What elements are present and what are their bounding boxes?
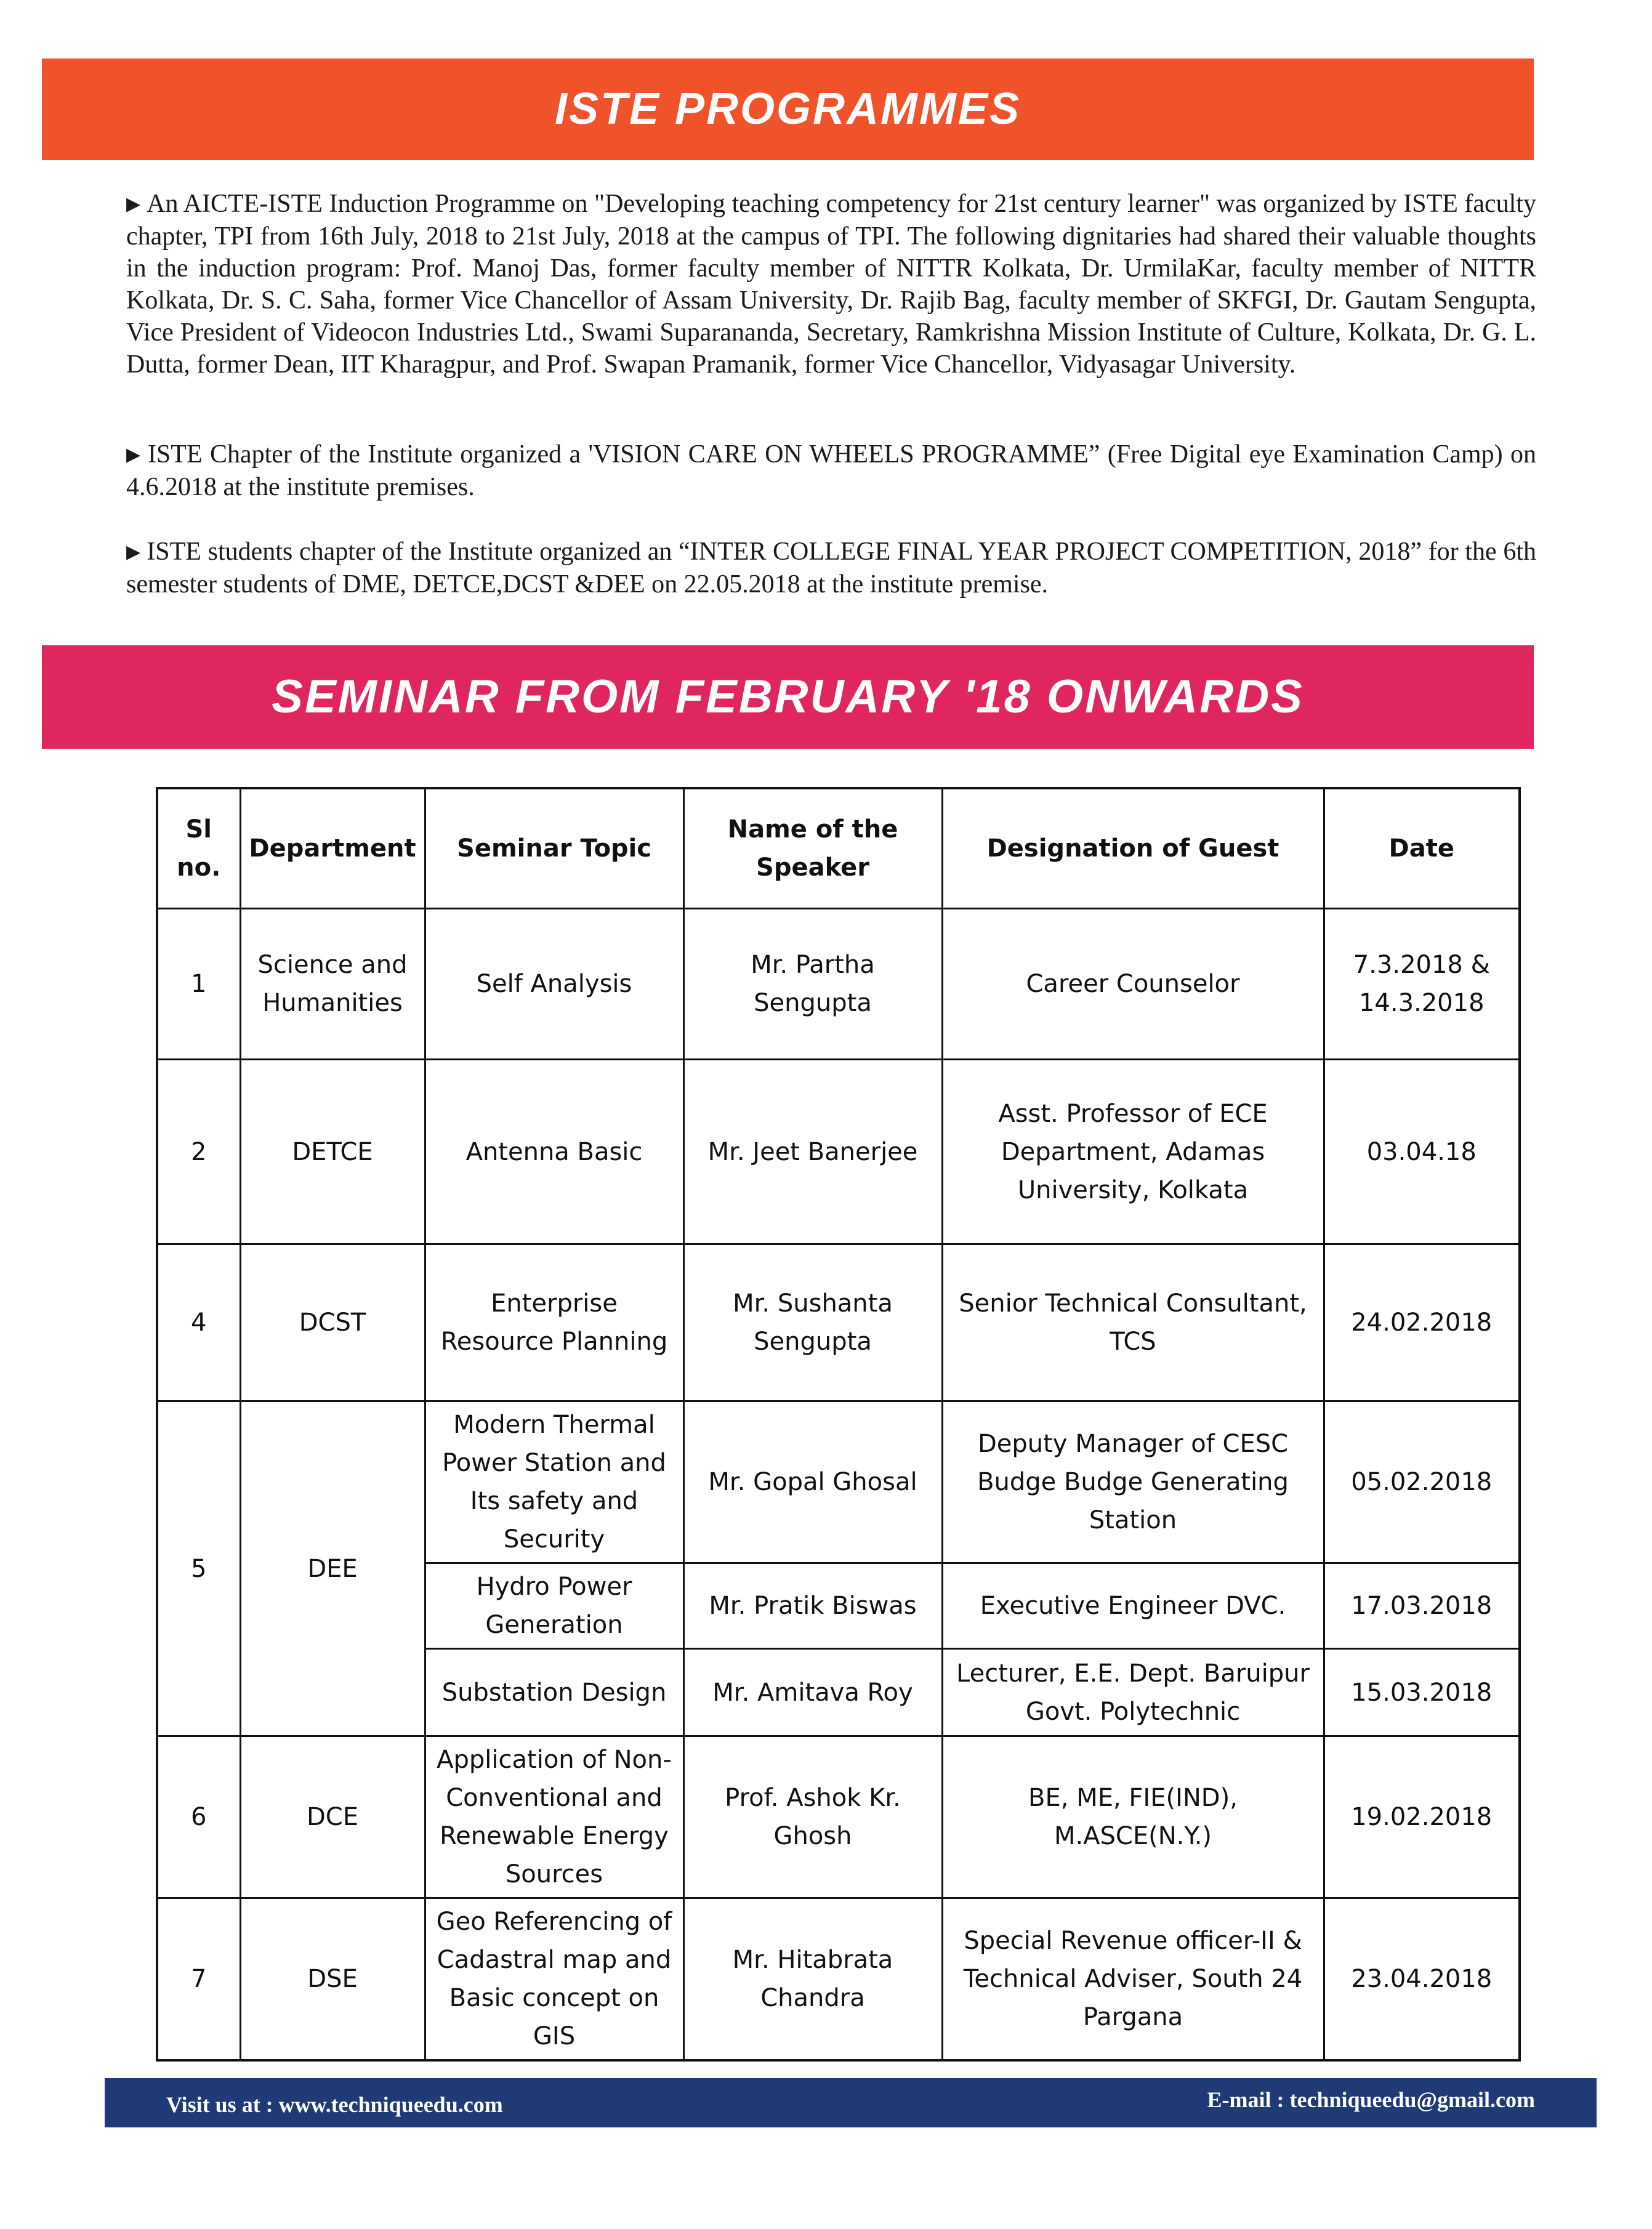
cell-topic: Modern Thermal Power Station and Its safety and Security bbox=[425, 1401, 683, 1563]
col-header-sl-no: Sl no. bbox=[157, 788, 240, 909]
cell-topic: Self Analysis bbox=[425, 909, 683, 1060]
iste-item-project-competition bbox=[126, 536, 1536, 600]
paragraph-text: ISTE students chapter of the Institute organized an “INTER COLLEGE FINAL YEAR PROJECT COMPETITION, 2018” for the 6th semester students of DME, DETCE,DCST &DEE on 22.05.2018 at the institute premise. bbox=[126, 538, 1537, 599]
cell-designation: BE, ME, FIE(IND), M.ASCE(N.Y.) bbox=[942, 1736, 1324, 1898]
table-row bbox=[157, 1244, 1520, 1401]
cell-date: 15.03.2018 bbox=[1324, 1649, 1520, 1736]
cell-department: DEE bbox=[240, 1401, 425, 1736]
iste-programmes-heading: ISTE PROGRAMMES bbox=[554, 84, 1021, 134]
cell-topic: Antenna Basic bbox=[425, 1060, 683, 1244]
table-header-row bbox=[157, 788, 1520, 909]
cell-topic: Substation Design bbox=[425, 1649, 683, 1736]
cell-designation: Lecturer, E.E. Dept. Baruipur Govt. Polytechnic bbox=[942, 1649, 1324, 1736]
cell-sl-no: 2 bbox=[157, 1060, 240, 1244]
cell-date: 7.3.2018 & 14.3.2018 bbox=[1324, 909, 1520, 1060]
cell-designation: Asst. Professor of ECE Department, Adamas University, Kolkata bbox=[942, 1060, 1324, 1244]
footer-website[interactable]: Visit us at : www.techniqueedu.com bbox=[166, 2092, 503, 2117]
cell-topic: Application of Non-Conventional and Renewable Energy Sources bbox=[425, 1736, 683, 1898]
table-row bbox=[157, 1736, 1520, 1898]
cell-topic: Enterprise Resource Planning bbox=[425, 1244, 683, 1401]
cell-department: DCE bbox=[240, 1736, 425, 1898]
cell-department: Science and Humanities bbox=[240, 909, 425, 1060]
footer-email[interactable]: E-mail : techniqueedu@gmail.com bbox=[1207, 2087, 1535, 2112]
triangle-bullet-icon: ▶ bbox=[126, 542, 141, 562]
cell-speaker: Mr. Sushanta Sengupta bbox=[683, 1244, 942, 1401]
cell-department: DCST bbox=[240, 1244, 425, 1401]
cell-date: 03.04.18 bbox=[1324, 1060, 1520, 1244]
cell-designation: Special Revenue officer-II & Technical Adviser, South 24 Pargana bbox=[942, 1898, 1324, 2061]
paragraph-text: An AICTE-ISTE Induction Programme on "Developing teaching competency for 21st century learner" was organized by ISTE faculty chapter, TPI from 16th July, 2018 to 21st July, 2018 at the campus of TPI. The following dignitaries had shared their valuable thoughts in the induction program: Prof. Manoj Das, former faculty member of NITTR Kolkata, Dr. UrmilaKar, faculty member of NITTR Kolkata, Dr. S. C. Saha, former Vice Chancellor of Assam University, Dr. Rajib Bag, faculty member of SKFGI, Dr. Gautam Sengupta, Vice President of Videocon Industries Ltd., Swami Suparananda, Secretary, Ramkrishna Mission Institute of Culture, Kolkata, Dr. G. L. Dutta, former Dean, IIT Kharagpur, and Prof. Swapan Pramanik, former Vice Chancellor, Vidyasagar University. bbox=[126, 190, 1537, 379]
cell-sl-no: 1 bbox=[157, 909, 240, 1060]
cell-sl-no: 6 bbox=[157, 1736, 240, 1898]
triangle-bullet-icon: ▶ bbox=[126, 194, 141, 214]
cell-date: 24.02.2018 bbox=[1324, 1244, 1520, 1401]
cell-department: DSE bbox=[240, 1898, 425, 2061]
cell-speaker: Prof. Ashok Kr. Ghosh bbox=[683, 1736, 942, 1898]
cell-date: 05.02.2018 bbox=[1324, 1401, 1520, 1563]
cell-date: 17.03.2018 bbox=[1324, 1563, 1520, 1649]
seminar-table bbox=[156, 787, 1521, 2062]
table-row bbox=[157, 909, 1520, 1060]
iste-item-vision-care bbox=[126, 438, 1536, 503]
col-header-date: Date bbox=[1324, 788, 1520, 909]
cell-designation: Career Counselor bbox=[942, 909, 1324, 1060]
footer-bar bbox=[105, 2078, 1597, 2127]
col-header-speaker: Name of the Speaker bbox=[683, 788, 942, 909]
cell-date: 23.04.2018 bbox=[1324, 1898, 1520, 2061]
iste-programmes-banner bbox=[42, 58, 1534, 160]
cell-speaker: Mr. Jeet Banerjee bbox=[683, 1060, 942, 1244]
cell-sl-no: 7 bbox=[157, 1898, 240, 2061]
cell-speaker: Mr. Pratik Biswas bbox=[683, 1563, 942, 1649]
col-header-seminar-topic: Seminar Topic bbox=[425, 788, 683, 909]
paragraph-text: ISTE Chapter of the Institute organized a 'VISION CARE ON WHEELS PROGRAMME” (Free Digital eye Examination Camp) on 4.6.2018 at the institute premises. bbox=[126, 440, 1536, 501]
cell-speaker: Mr. Amitava Roy bbox=[683, 1649, 942, 1736]
table-row bbox=[157, 1898, 1520, 2061]
iste-item-induction bbox=[126, 188, 1536, 381]
cell-speaker: Mr. Hitabrata Chandra bbox=[683, 1898, 942, 2061]
triangle-bullet-icon: ▶ bbox=[126, 445, 142, 465]
seminar-banner bbox=[42, 645, 1534, 749]
cell-topic: Geo Referencing of Cadastral map and Basic concept on GIS bbox=[425, 1898, 683, 2061]
cell-department: DETCE bbox=[240, 1060, 425, 1244]
table-row bbox=[157, 1401, 1520, 1563]
cell-speaker: Mr. Partha Sengupta bbox=[683, 909, 942, 1060]
cell-topic: Hydro Power Generation bbox=[425, 1563, 683, 1649]
seminar-heading: SEMINAR FROM FEBRUARY '18 ONWARDS bbox=[272, 671, 1304, 723]
cell-date: 19.02.2018 bbox=[1324, 1736, 1520, 1898]
cell-designation: Deputy Manager of CESC Budge Budge Generating Station bbox=[942, 1401, 1324, 1563]
cell-speaker: Mr. Gopal Ghosal bbox=[683, 1401, 942, 1563]
cell-sl-no: 4 bbox=[157, 1244, 240, 1401]
table-row bbox=[157, 1060, 1520, 1244]
col-header-department: Department bbox=[240, 788, 425, 909]
cell-sl-no: 5 bbox=[157, 1401, 240, 1736]
cell-designation: Senior Technical Consultant, TCS bbox=[942, 1244, 1324, 1401]
col-header-designation: Designation of Guest bbox=[942, 788, 1324, 909]
cell-designation: Executive Engineer DVC. bbox=[942, 1563, 1324, 1649]
